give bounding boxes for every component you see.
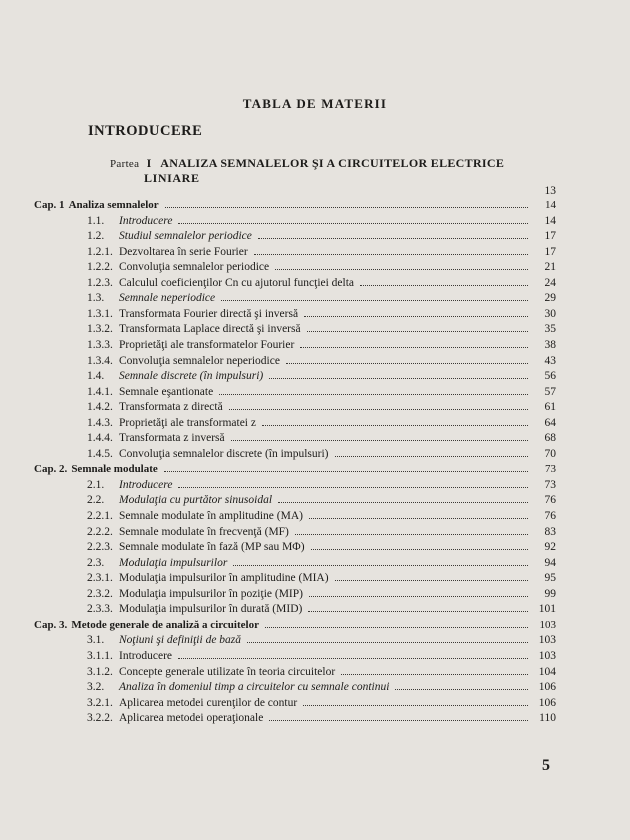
toc-entry-number: 1.4.2. xyxy=(87,401,113,414)
toc-entry-page: 17 xyxy=(544,245,556,258)
toc-entry-number: 1.2. xyxy=(87,230,105,243)
dot-leader xyxy=(304,316,528,317)
toc-entry-page: 68 xyxy=(544,432,556,445)
toc-entry-title: Proprietăţi ale transformatei z xyxy=(119,416,256,429)
toc-entry-number: 1.4.1. xyxy=(87,385,113,398)
toc-entry-title: Semnale modulate în frecvenţă (MF) xyxy=(119,525,289,538)
toc-entry-row xyxy=(87,246,556,261)
toc-entry-title: Modulaţia impulsurilor xyxy=(119,556,228,569)
dot-leader xyxy=(178,487,528,488)
dot-leader xyxy=(395,689,528,690)
dot-leader xyxy=(165,207,528,208)
toc-entry-page: 30 xyxy=(544,307,556,320)
toc-entry-title: Studiul semnalelor periodice xyxy=(119,230,252,243)
toc-entry-row xyxy=(87,448,556,463)
toc-entry-page: 35 xyxy=(544,323,556,336)
toc-entry-page: 110 xyxy=(539,712,556,725)
dot-leader xyxy=(303,705,528,706)
toc-entry-row xyxy=(87,479,556,494)
dot-leader xyxy=(286,363,528,364)
toc-entry-row xyxy=(87,494,556,509)
toc-entry-row xyxy=(87,712,556,727)
toc-entry-number: 1.2.3. xyxy=(87,276,113,289)
toc-entry-title: Semnale modulate în amplitudine (MA) xyxy=(119,510,303,522)
toc-entry-row xyxy=(87,588,556,603)
dot-leader xyxy=(309,518,528,519)
toc-entry-row xyxy=(87,292,556,307)
toc-entry-number: Cap. 1 xyxy=(34,199,65,211)
dot-leader xyxy=(178,223,528,224)
toc-entry-title: Introducere xyxy=(119,478,173,491)
toc-entry-number: 3.1.1. xyxy=(87,649,113,662)
dot-leader xyxy=(265,627,528,628)
toc-entry-title: Semnale discrete (în impulsuri) xyxy=(119,370,264,383)
toc-entry-row xyxy=(87,355,556,370)
toc-entry-number: 1.3.2. xyxy=(87,323,113,336)
toc-entry-title: Transformata z inversă xyxy=(119,432,225,445)
dot-leader xyxy=(231,440,528,441)
dot-leader xyxy=(275,269,528,270)
toc-entry-page: 106 xyxy=(538,681,556,694)
toc-chapter-row xyxy=(34,619,556,634)
page-number: 5 xyxy=(542,757,550,774)
toc-entry-number: 2.3.1. xyxy=(87,572,113,585)
toc-entry-row xyxy=(87,261,556,276)
dot-leader xyxy=(233,565,528,566)
part-label: Partea xyxy=(110,158,140,170)
toc-entry-page: 56 xyxy=(544,370,556,383)
toc-entry-number: 1.4.4. xyxy=(87,432,113,445)
toc-entry-number: 3.2. xyxy=(87,681,105,694)
toc-entry-page: 17 xyxy=(544,230,556,243)
toc-entry-page: 103 xyxy=(538,634,556,647)
toc-entry-row xyxy=(87,386,556,401)
toc-entry-page: 106 xyxy=(538,696,556,709)
toc-entry-number: 2.2.3. xyxy=(87,541,113,554)
toc-entry-page: 76 xyxy=(544,494,556,507)
toc-entry-title: Analiza în domeniul timp a circuitelor cu semnale continui xyxy=(119,681,390,694)
toc-entry-number: 2.3. xyxy=(87,556,105,569)
dot-leader xyxy=(247,642,528,643)
part-title-line2: LINIARE xyxy=(144,171,200,185)
toc-entry-row xyxy=(87,230,556,245)
toc-entry-number: 2.2.2. xyxy=(87,525,113,538)
toc-entry-row xyxy=(87,215,556,230)
dot-leader xyxy=(311,549,528,550)
toc-entry-title: Aplicarea metodei curenţilor de contur xyxy=(119,696,298,709)
toc-entry-page: 43 xyxy=(544,354,556,367)
toc-entry-page: 73 xyxy=(545,463,556,476)
toc-entry-page: 99 xyxy=(544,587,556,600)
toc-entry-number: Cap. 2. xyxy=(34,463,68,476)
toc-entry-page: 24 xyxy=(544,276,556,289)
toc-entry-page: 70 xyxy=(544,447,556,460)
toc-entry-page: 14 xyxy=(545,199,556,211)
part-title-line1: ANALIZA SEMNALELOR ŞI A CIRCUITELOR ELECTRICE xyxy=(160,156,505,170)
toc-entry-title: Modulaţia impulsurilor în durată (MID) xyxy=(119,603,303,616)
toc-entry-number: 2.2. xyxy=(87,494,105,507)
toc-entry-page: 103 xyxy=(539,618,556,631)
toc-entry-row xyxy=(87,557,556,572)
toc-entry-row xyxy=(87,666,556,681)
toc-entry-number: 2.1. xyxy=(87,478,105,491)
toc-entry-page: 64 xyxy=(544,416,556,429)
toc-entry-number: 1.3.3. xyxy=(87,338,113,351)
toc-entry-number: Cap. 3. xyxy=(34,618,68,631)
part-number: I xyxy=(146,156,152,170)
toc-entry-row xyxy=(87,572,556,587)
dot-leader xyxy=(295,534,528,535)
toc-entry-row xyxy=(87,417,556,432)
dot-leader xyxy=(269,720,528,721)
toc-entry-row xyxy=(87,339,556,354)
dot-leader xyxy=(335,580,528,581)
dot-leader xyxy=(269,378,528,379)
dot-leader xyxy=(300,347,528,348)
toc-entry-number: 1.2.1. xyxy=(87,245,113,258)
intro-heading: INTRODUCERE xyxy=(88,123,203,139)
toc-entry-number: 1.4. xyxy=(87,370,105,383)
toc-entry-page: 103 xyxy=(538,649,556,662)
toc-entry-number: 1.3. xyxy=(87,292,105,305)
toc-entry-row xyxy=(87,681,556,696)
toc-entry-title: Introducere xyxy=(119,649,172,662)
toc-entry-row xyxy=(87,277,556,292)
dot-leader xyxy=(262,425,528,426)
toc-entry-title: Metode generale de analiză a circuitelor xyxy=(71,618,259,631)
toc-entry-number: 1.4.3. xyxy=(87,416,113,429)
toc-entry-row xyxy=(87,432,556,447)
toc-entry-number: 2.2.1. xyxy=(87,510,113,522)
dot-leader xyxy=(178,658,528,659)
toc-entry-page: 95 xyxy=(544,572,556,585)
toc-entry-page: 76 xyxy=(544,510,556,522)
toc-entry-row xyxy=(87,697,556,712)
toc-entry-page: 104 xyxy=(538,665,556,678)
toc-entry-number: 1.4.5. xyxy=(87,447,113,460)
toc-entry-title: Convoluţia semnalelor periodice xyxy=(119,261,270,274)
toc-entry-title: Transformata Laplace directă şi inversă xyxy=(119,323,301,336)
toc-entry-number: 1.3.4. xyxy=(87,354,113,367)
toc-entry-page: 101 xyxy=(538,603,556,616)
toc-entry-row xyxy=(87,603,556,618)
toc-entry-number: 3.1.2. xyxy=(87,665,113,678)
toc-entry-page: 92 xyxy=(544,541,556,554)
toc-entry-title: Modulaţia cu purtător sinusoidal xyxy=(119,494,273,507)
dot-leader xyxy=(221,300,528,301)
toc-entry-title: Modulaţia impulsurilor în amplitudine (MIA) xyxy=(119,572,329,585)
toc-entry-title: Convoluţia semnalelor discrete (în impulsuri) xyxy=(119,447,329,460)
toc-entry-title: Semnale modulate xyxy=(71,463,158,476)
toc-entry-number: 2.3.3. xyxy=(87,603,113,616)
toc-entry-title: Aplicarea metodei operaţionale xyxy=(119,712,264,725)
toc-entry-row xyxy=(87,634,556,649)
toc-entry-title: Noţiuni şi definiţii de bază xyxy=(119,634,242,647)
toc-entry-title: Transformata Fourier directă şi inversă xyxy=(119,307,299,320)
toc-entry-title: Proprietăţi ale transformatelor Fourier xyxy=(119,338,295,351)
toc-entry-title: Dezvoltarea în serie Fourier xyxy=(119,245,248,258)
dot-leader xyxy=(308,611,528,612)
toc-entry-page: 14 xyxy=(544,214,556,227)
toc-entry-page: 29 xyxy=(544,292,556,305)
toc-entry-row xyxy=(87,510,556,525)
toc-entry-number: 1.1. xyxy=(87,214,105,227)
dot-leader xyxy=(341,674,528,675)
dot-leader xyxy=(278,502,528,503)
toc-entry-title: Semnale eşantionate xyxy=(119,385,214,398)
toc-entry-title: Calculul coeficienţilor Cn cu ajutorul funcţiei delta xyxy=(119,276,355,289)
toc-chapter-row xyxy=(34,199,556,214)
toc-entry-row xyxy=(87,323,556,338)
part-heading xyxy=(110,156,504,171)
part-page-number: 13 xyxy=(544,185,556,197)
toc-entry-title: Analiza semnalelor xyxy=(68,199,159,211)
toc-entry-row xyxy=(87,401,556,416)
toc-chapter-row xyxy=(34,463,556,478)
dot-leader xyxy=(164,471,528,472)
dot-leader xyxy=(335,456,528,457)
toc-entry-number: 1.3.1. xyxy=(87,307,113,320)
toc-entry-page: 83 xyxy=(544,525,556,538)
toc-entry-row xyxy=(87,541,556,556)
toc-entry-number: 3.2.1. xyxy=(87,696,113,709)
dot-leader xyxy=(229,409,528,410)
toc-entry-row xyxy=(87,526,556,541)
toc-entry-title: Semnale modulate în fază (MP sau MΦ) xyxy=(119,541,305,554)
toc-entry-title: Convoluţia semnalelor neperiodice xyxy=(119,354,280,367)
toc-entry-page: 21 xyxy=(544,261,556,274)
toc-entry-number: 2.3.2. xyxy=(87,587,113,600)
toc-entry-title: Introducere xyxy=(119,214,173,227)
toc-entry-row xyxy=(87,650,556,665)
page-title: TABLA DE MATERII xyxy=(242,96,388,111)
toc-entry-page: 57 xyxy=(544,385,556,398)
toc-entry-row xyxy=(87,308,556,323)
dot-leader xyxy=(254,254,528,255)
toc-entry-title: Modulaţia impulsurilor în poziţie (MIP) xyxy=(119,587,303,600)
toc-entry-title: Semnale neperiodice xyxy=(119,292,216,305)
toc-entry-page: 38 xyxy=(544,338,556,351)
dot-leader xyxy=(258,238,528,239)
toc-entry-page: 73 xyxy=(544,478,556,491)
dot-leader xyxy=(307,331,528,332)
toc-entry-number: 1.2.2. xyxy=(87,261,113,274)
toc-entry-number: 3.1. xyxy=(87,634,105,647)
dot-leader xyxy=(219,394,528,395)
toc-entry-page: 94 xyxy=(544,556,556,569)
toc-entry-number: 3.2.2. xyxy=(87,712,113,725)
toc-entry-page: 61 xyxy=(544,401,556,414)
dot-leader xyxy=(360,285,528,286)
toc-entry-title: Concepte generale utilizate în teoria circuitelor xyxy=(119,665,336,678)
toc-entry-row xyxy=(87,370,556,385)
toc-entry-title: Transformata z directă xyxy=(119,401,223,414)
dot-leader xyxy=(309,596,528,597)
